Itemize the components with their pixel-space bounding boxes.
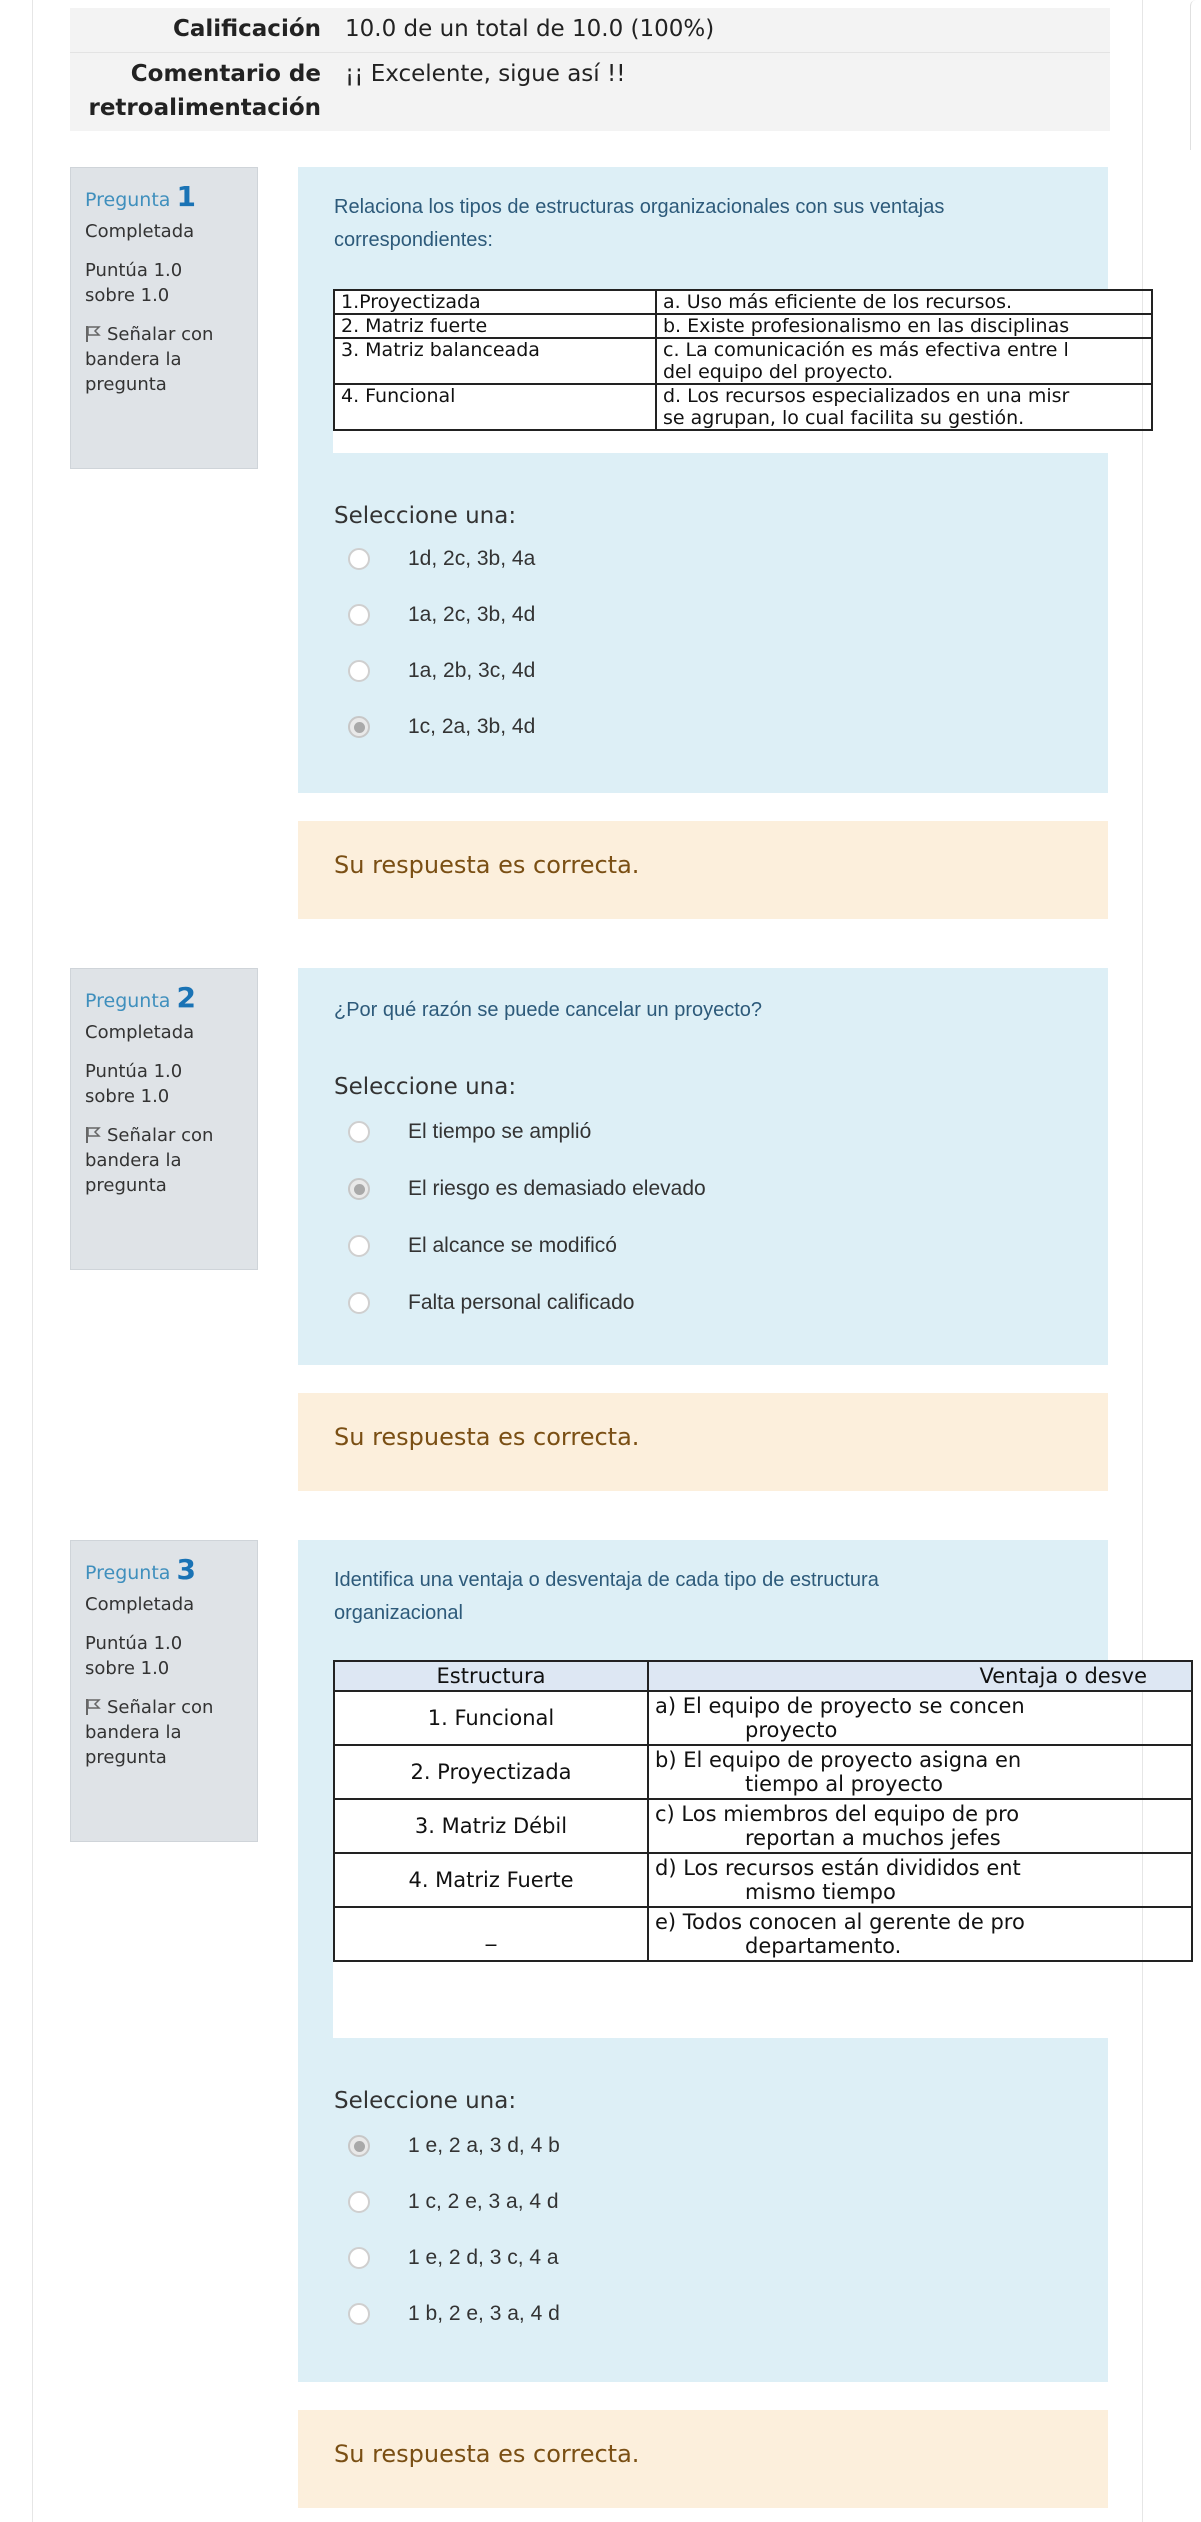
table-cell: 1. Funcional (334, 1691, 648, 1745)
answer-option[interactable] (348, 2246, 559, 2270)
radio-button[interactable] (348, 2303, 370, 2325)
radio-button-selected[interactable] (348, 1178, 370, 1200)
question-1-info (70, 167, 258, 469)
table-row (334, 290, 1152, 314)
table-cell (648, 1745, 1192, 1799)
table-cell: b. Existe profesionalismo en las disciplinas (656, 314, 1152, 338)
flag-line3[interactable]: pregunta (85, 1175, 167, 1196)
table-row (334, 1691, 1192, 1745)
flag-line1[interactable]: Señalar con (107, 1697, 214, 1718)
question-3-status: Completada (85, 1594, 195, 1615)
table-cell: 4. Funcional (334, 384, 656, 430)
answer-option[interactable] (348, 1234, 617, 1258)
grade-label: Calificación (172, 16, 321, 42)
radio-button[interactable] (348, 548, 370, 570)
cell-line: c. La comunicación es más efectiva entre l (663, 339, 1069, 361)
table-row (334, 1853, 1192, 1907)
table-cell (656, 338, 1152, 384)
option-label[interactable]: El riesgo es demasiado elevado (408, 1177, 706, 1200)
cell-line: e) Todos conocen al gerente de pro (655, 1910, 1025, 1934)
window-edge (1190, 0, 1201, 150)
table-cell: 2. Matriz fuerte (334, 314, 656, 338)
table-row (334, 314, 1152, 338)
feedback-text: Su respuesta es correcta. (334, 2440, 640, 2468)
question-number: 3 (176, 1553, 196, 1586)
flag-line2[interactable]: bandera la (85, 349, 182, 370)
cell-line: del equipo del proyecto. (663, 361, 894, 383)
option-label[interactable]: 1a, 2b, 3c, 4d (408, 659, 536, 682)
table-header-row (334, 1661, 1192, 1691)
cell-line: se agrupan, lo cual facilita su gestión. (663, 407, 1025, 429)
cell-line: departamento. (745, 1934, 902, 1958)
table-cell: 1.Proyectizada (334, 290, 656, 314)
question-prefix: Pregunta (85, 990, 171, 1012)
radio-button[interactable] (348, 660, 370, 682)
option-label[interactable]: 1a, 2c, 3b, 4d (408, 603, 536, 626)
answer-option[interactable] (348, 2302, 560, 2326)
question-prefix: Pregunta (85, 1562, 171, 1584)
table-header: Estructura (334, 1661, 648, 1691)
cell-line: c) Los miembros del equipo de pro (655, 1802, 1020, 1826)
select-one-label: Seleccione una: (334, 2088, 517, 2114)
radio-button[interactable] (348, 1121, 370, 1143)
table-cell (648, 1907, 1192, 1961)
flag-icon[interactable] (85, 1698, 101, 1716)
select-one-label: Seleccione una: (334, 503, 517, 529)
question-3-text-line1: Identifica una ventaja o desventaja de cada tipo de estructura (334, 1569, 879, 1591)
question-1-text-line2: correspondientes: (334, 229, 493, 251)
cell-line: a) El equipo de proyecto se concen (655, 1694, 1025, 1718)
flag-line2[interactable]: bandera la (85, 1150, 182, 1171)
question-3-score-line1: Puntúa 1.0 (85, 1633, 183, 1654)
flag-line2[interactable]: bandera la (85, 1722, 182, 1743)
answer-option[interactable] (348, 659, 535, 683)
question-2-score-line1: Puntúa 1.0 (85, 1061, 183, 1082)
review-summary (70, 8, 1110, 131)
radio-button[interactable] (348, 1292, 370, 1314)
question-1-number (85, 180, 243, 213)
question-3-number (85, 1553, 243, 1586)
feedback-text: Su respuesta es correcta. (334, 1423, 640, 1451)
question-1-text (334, 191, 944, 257)
question-prefix: Pregunta (85, 189, 171, 211)
cell-line: d. Los recursos especializados en una misr (663, 385, 1070, 407)
answer-option[interactable] (348, 1120, 591, 1144)
question-2-number (85, 981, 243, 1014)
question-2-info (70, 968, 258, 1270)
select-one-label: Seleccione una: (334, 1074, 517, 1100)
table-cell (648, 1853, 1192, 1907)
question-1-status: Completada (85, 221, 195, 242)
answer-option-selected[interactable] (348, 1177, 706, 1201)
option-label[interactable]: 1c, 2a, 3b, 4d (408, 715, 536, 738)
grade-row (70, 8, 1110, 52)
cell-line: proyecto (745, 1718, 838, 1742)
option-label[interactable]: El alcance se modificó (408, 1234, 617, 1257)
question-2-text: ¿Por qué razón se puede cancelar un proyecto? (334, 999, 763, 1021)
flag-icon[interactable] (85, 1126, 101, 1144)
option-label[interactable]: 1 b, 2 e, 3 a, 4 d (408, 2302, 560, 2325)
answer-option-selected[interactable] (348, 2134, 560, 2158)
table-cell: 2. Proyectizada (334, 1745, 648, 1799)
question-3-content (298, 1540, 1147, 2382)
option-label[interactable]: 1d, 2c, 3b, 4a (408, 547, 536, 570)
option-label[interactable]: Falta personal calificado (408, 1291, 635, 1314)
question-1-table-image (333, 289, 1108, 453)
question-number: 2 (176, 981, 196, 1014)
radio-button-selected[interactable] (348, 716, 370, 738)
option-label[interactable]: El tiempo se amplió (408, 1120, 592, 1143)
flag-question-2[interactable] (85, 1123, 243, 1148)
comment-label-line2: retroalimentación (88, 95, 321, 121)
question-1-content (298, 167, 1108, 793)
question-3-info (70, 1540, 258, 1842)
flag-line1[interactable]: Señalar con (107, 324, 214, 345)
flag-icon[interactable] (85, 325, 101, 343)
page-rail-left (32, 0, 33, 2522)
question-3-text-line2: organizacional (334, 1602, 463, 1624)
flag-question-3[interactable] (85, 1695, 243, 1720)
answer-option[interactable] (348, 603, 535, 627)
option-label[interactable]: 1 c, 2 e, 3 a, 4 d (408, 2190, 559, 2213)
option-label[interactable]: 1 e, 2 a, 3 d, 4 b (408, 2134, 560, 2157)
cell-line: tiempo al proyecto (745, 1772, 944, 1796)
table-cell (656, 384, 1152, 430)
question-1-feedback (298, 821, 1108, 919)
table-row (334, 1907, 1192, 1961)
radio-button[interactable] (348, 2191, 370, 2213)
answer-option[interactable] (348, 547, 535, 571)
table-cell: _ (334, 1907, 648, 1961)
flag-line3[interactable]: pregunta (85, 374, 167, 395)
table-row (334, 1799, 1192, 1853)
answer-option[interactable] (348, 1291, 634, 1315)
question-3-text (334, 1564, 879, 1630)
cell-line: d) Los recursos están divididos ent (655, 1856, 1021, 1880)
comment-label-line1: Comentario de (130, 61, 321, 87)
table-cell: 3. Matriz balanceada (334, 338, 656, 384)
table-cell: 3. Matriz Débil (334, 1799, 648, 1853)
radio-button[interactable] (348, 604, 370, 626)
question-1-text-line1: Relaciona los tipos de estructuras organizacionales con sus ventajas (334, 196, 945, 218)
question-1-score-line1: Puntúa 1.0 (85, 260, 183, 281)
table-row (334, 384, 1152, 430)
flag-question-1[interactable] (85, 322, 243, 347)
table-row (334, 338, 1152, 384)
table-row (334, 1745, 1192, 1799)
question-2-status: Completada (85, 1022, 195, 1043)
question-3-table-image (333, 1660, 1147, 2038)
question-2-feedback (298, 1393, 1108, 1491)
question-number: 1 (176, 180, 196, 213)
answer-option-selected[interactable] (348, 715, 535, 739)
option-label[interactable]: 1 e, 2 d, 3 c, 4 a (408, 2246, 559, 2269)
table-cell: a. Uso más eficiente de los recursos. (656, 290, 1152, 314)
radio-button-selected[interactable] (348, 2135, 370, 2157)
question-2-content (298, 968, 1108, 1365)
feedback-text: Su respuesta es correcta. (334, 851, 640, 879)
answer-option[interactable] (348, 2190, 559, 2214)
flag-line3[interactable]: pregunta (85, 1747, 167, 1768)
radio-button[interactable] (348, 2247, 370, 2269)
grade-value: 10.0 de un total de 10.0 (100%) (345, 16, 715, 42)
comment-label (70, 53, 335, 131)
table-header: Ventaja o desve (648, 1661, 1192, 1691)
radio-button[interactable] (348, 1235, 370, 1257)
question-3-score-line2: sobre 1.0 (85, 1658, 170, 1679)
table-cell (648, 1799, 1192, 1853)
question-3-feedback (298, 2410, 1108, 2508)
comment-value: ¡¡ Excelente, sigue así !! (345, 61, 626, 87)
cell-line: b) El equipo de proyecto asigna en (655, 1748, 1022, 1772)
comment-row (70, 52, 1110, 131)
cell-line: reportan a muchos jefes (745, 1826, 1001, 1850)
question-2-score-line2: sobre 1.0 (85, 1086, 170, 1107)
cell-line: mismo tiempo (745, 1880, 896, 1904)
question-1-score-line2: sobre 1.0 (85, 285, 170, 306)
table-cell: 4. Matriz Fuerte (334, 1853, 648, 1907)
flag-line1[interactable]: Señalar con (107, 1125, 214, 1146)
table-cell (648, 1691, 1192, 1745)
